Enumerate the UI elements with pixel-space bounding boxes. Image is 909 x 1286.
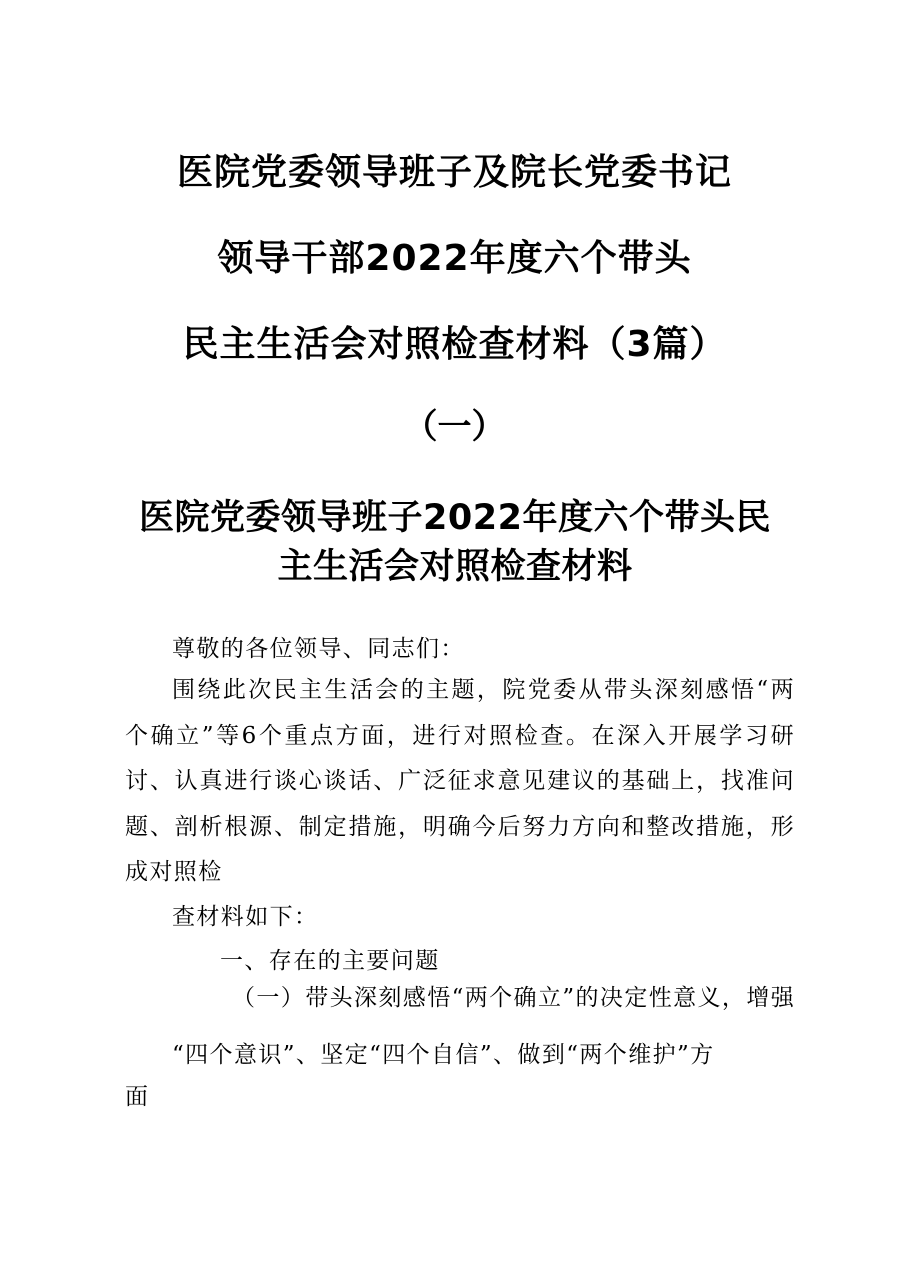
subsection-heading-line-3: 面 bbox=[125, 1084, 150, 1110]
subsection-heading-line-2: “四个意识”、坚定“四个自信”、做到“两个维护”方 bbox=[172, 1042, 715, 1068]
document-title-line-3: 民主生活会对照检查材料（3篇） bbox=[182, 324, 727, 365]
intro-paragraph: 围绕此次民主生活会的主题，院党委从带头深刻感悟“两个确立”等6个重点方面，进行对照检查。在深入开展学习研讨、认真进行谈心谈话、广泛征求意见建议的基础上，找准问题、剖析根源、制定措施，明确今后努力方向和整改措施，形成对照检 bbox=[125, 677, 795, 885]
document-title-line-2: 领导干部2022年度六个带头 bbox=[217, 238, 692, 279]
intro-paragraph-continuation: 查材料如下： bbox=[172, 904, 319, 930]
subsection-heading-line-1: （一）带头深刻感悟“两个确立”的决定性意义，增强 bbox=[232, 985, 796, 1011]
section-heading: 一、存在的主要问题 bbox=[220, 948, 440, 974]
document-title-line-1: 医院党委领导班子及院长党委书记 bbox=[176, 152, 732, 193]
section-number: （一） bbox=[403, 407, 506, 447]
greeting: 尊敬的各位领导、同志们： bbox=[172, 636, 465, 662]
article-subtitle: 医院党委领导班子2022年度六个带头民主生活会对照检查材料 bbox=[139, 498, 771, 587]
